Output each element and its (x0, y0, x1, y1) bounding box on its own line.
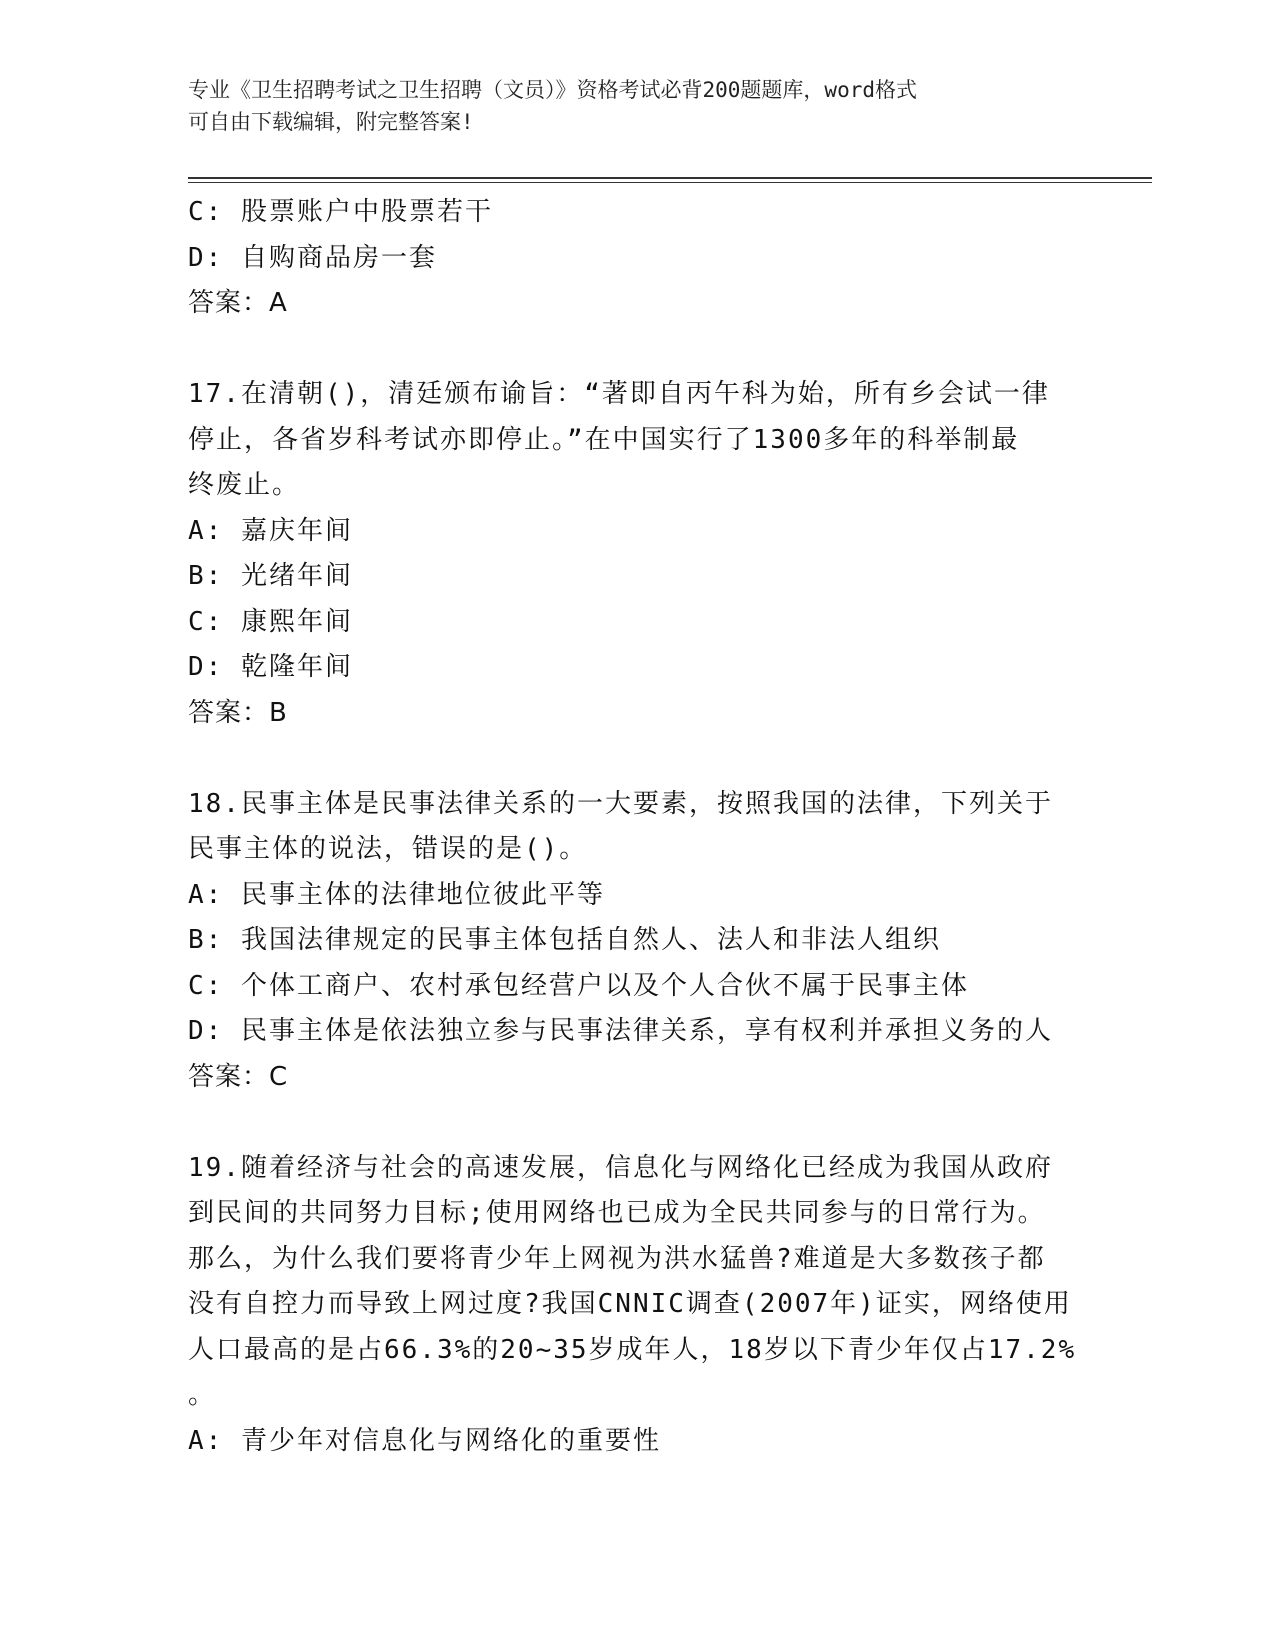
answer: 答案：B (188, 697, 288, 728)
header-divider-thick (188, 177, 1152, 179)
question-stem-line: 终废止。 (188, 470, 301, 500)
question-stem-line: 17.在清朝()，清廷颁布谕旨：“著即自丙午科为始，所有乡会试一律 (188, 379, 1050, 409)
option-d: D: 自购商品房一套 (188, 242, 437, 273)
question-stem-line: 18.民事主体是民事法律关系的一大要素，按照我国的法律，下列关于 (188, 788, 1053, 819)
option-a: A: 民事主体的法律地位彼此平等 (188, 879, 605, 910)
option-c: C: 个体工商户、农村承包经营户以及个人合伙不属于民事主体 (188, 970, 969, 1001)
question-19 (188, 1146, 1088, 1465)
question-stem-line: 人口最高的是占66.3%的20~35岁成年人，18岁以下青少年仅占17.2% (188, 1334, 1077, 1365)
question-stem-line: 到民间的共同努力目标;使用网络也已成为全民共同参与的日常行为。 (188, 1198, 1046, 1228)
option-c: C: 股票账户中股票若干 (188, 197, 493, 227)
option-c: C: 康熙年间 (188, 606, 353, 637)
question-list (188, 190, 1088, 1464)
document-header (188, 74, 1088, 138)
option-a: A: 嘉庆年间 (188, 515, 353, 546)
spacer (188, 736, 1088, 782)
option-d: D: 民事主体是依法独立参与民事法律关系，享有权利并承担义务的人 (188, 1016, 1053, 1046)
option-a: A: 青少年对信息化与网络化的重要性 (188, 1425, 661, 1456)
question-stem-line: 那么，为什么我们要将青少年上网视为洪水猛兽?难道是大多数孩子都 (188, 1243, 1046, 1274)
question-17 (188, 372, 1088, 736)
answer: 答案：C (188, 1061, 289, 1092)
question-stem-line: 民事主体的说法，错误的是()。 (188, 834, 588, 864)
question-stem-line: 。 (188, 1380, 217, 1410)
header-divider-thin (188, 182, 1152, 183)
question-stem-line: 19.随着经济与社会的高速发展，信息化与网络化已经成为我国从政府 (188, 1152, 1053, 1183)
option-d: D: 乾隆年间 (188, 652, 353, 682)
question-stem-line: 停止，各省岁科考试亦即停止。”在中国实行了1300多年的科举制最 (188, 424, 1020, 455)
header-title-line-1: 专业《卫生招聘考试之卫生招聘（文员）》资格考试必背200题题库，word格式 (188, 78, 917, 102)
question-stem-line: 没有自控力而导致上网过度?我国CNNIC调查(2007年)证实，网络使用 (188, 1289, 1072, 1319)
option-b: B: 我国法律规定的民事主体包括自然人、法人和非法人组织 (188, 925, 941, 955)
spacer (188, 1100, 1088, 1146)
spacer (188, 327, 1088, 373)
header-title-line-2: 可自由下载编辑，附完整答案! (188, 110, 474, 134)
answer: 答案：A (188, 288, 288, 318)
option-b: B: 光绪年间 (188, 561, 353, 591)
question-18 (188, 782, 1088, 1101)
question-16 (188, 190, 1088, 327)
